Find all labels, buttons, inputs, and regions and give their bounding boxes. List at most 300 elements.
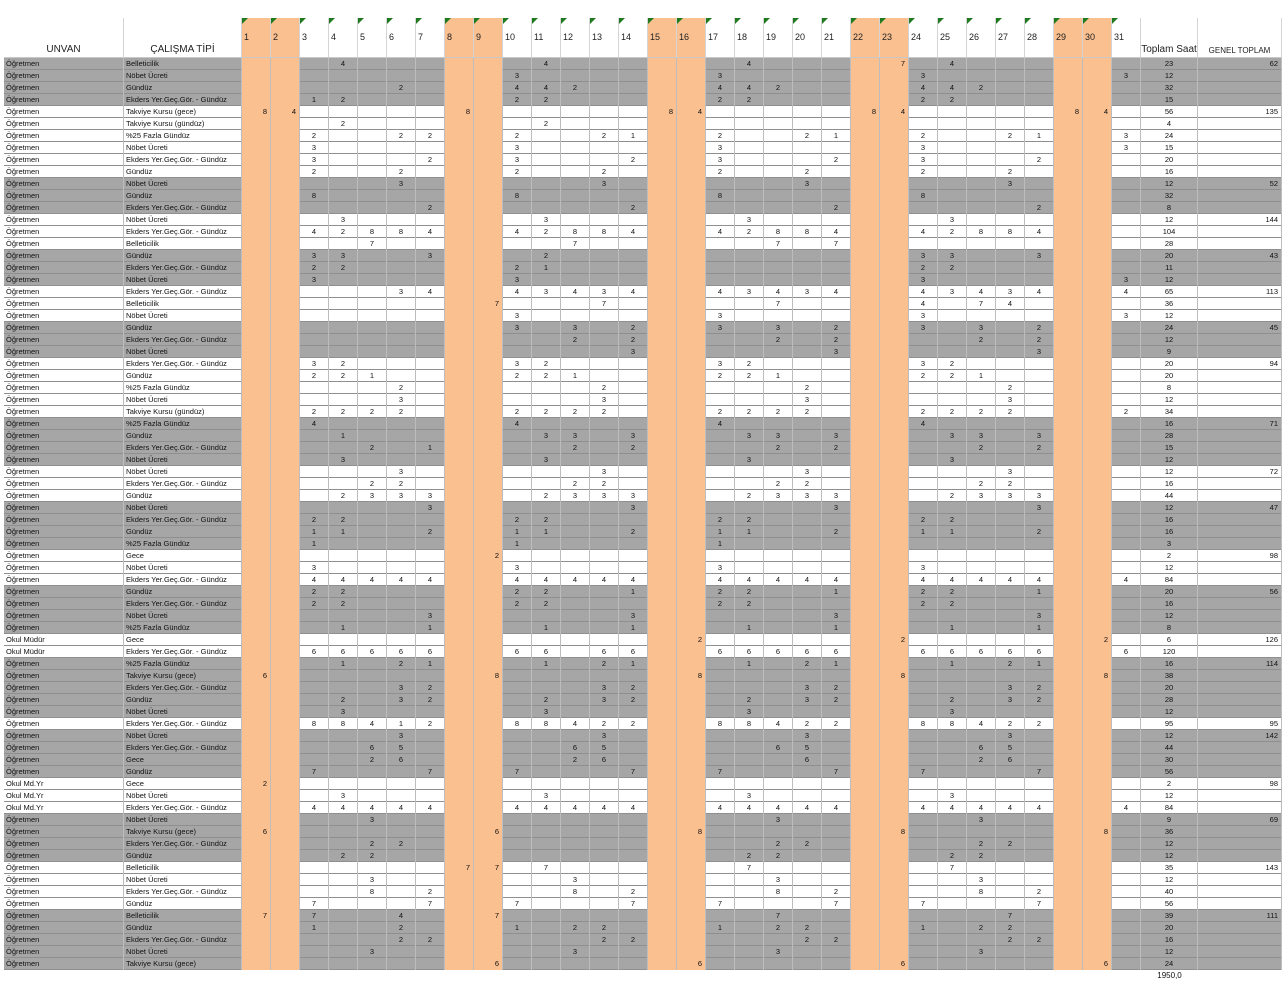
cell-day-7[interactable] — [416, 262, 445, 274]
cell-day-26[interactable] — [967, 526, 996, 538]
cell-day-18[interactable] — [735, 70, 764, 82]
cell-day-6[interactable] — [387, 622, 416, 634]
cell-day-29[interactable] — [1054, 826, 1083, 838]
cell-day-18[interactable]: 3 — [735, 430, 764, 442]
cell-day-30[interactable] — [1083, 310, 1112, 322]
cell-day-25[interactable]: 4 — [938, 574, 967, 586]
cell-unvan[interactable]: Öğretmen — [4, 610, 124, 622]
cell-day-20[interactable] — [793, 598, 822, 610]
cell-day-15[interactable] — [648, 706, 677, 718]
cell-day-15[interactable] — [648, 322, 677, 334]
cell-toplam-saat[interactable]: 12 — [1141, 334, 1198, 346]
cell-day-4[interactable] — [329, 130, 358, 142]
cell-day-17[interactable] — [706, 886, 735, 898]
cell-day-7[interactable] — [416, 310, 445, 322]
cell-day-22[interactable] — [851, 790, 880, 802]
cell-day-23[interactable]: 7 — [880, 58, 909, 70]
cell-day-18[interactable] — [735, 322, 764, 334]
cell-day-26[interactable] — [967, 466, 996, 478]
cell-day-11[interactable] — [532, 550, 561, 562]
header-calisma-tipi[interactable] — [124, 18, 242, 58]
cell-toplam-saat[interactable]: 4 — [1141, 118, 1198, 130]
cell-day-10[interactable]: 2 — [503, 262, 532, 274]
cell-day-26[interactable] — [967, 106, 996, 118]
cell-day-22[interactable] — [851, 394, 880, 406]
cell-day-11[interactable] — [532, 442, 561, 454]
cell-day-18[interactable] — [735, 682, 764, 694]
cell-day-12[interactable] — [561, 562, 590, 574]
cell-day-26[interactable] — [967, 862, 996, 874]
cell-day-10[interactable] — [503, 670, 532, 682]
cell-day-4[interactable] — [329, 562, 358, 574]
cell-unvan[interactable]: Öğretmen — [4, 166, 124, 178]
cell-day-3[interactable]: 6 — [300, 646, 329, 658]
cell-day-2[interactable] — [271, 478, 300, 490]
cell-toplam-saat[interactable]: 36 — [1141, 826, 1198, 838]
cell-day-4[interactable] — [329, 814, 358, 826]
cell-day-24[interactable] — [909, 874, 938, 886]
cell-day-15[interactable] — [648, 646, 677, 658]
cell-day-12[interactable] — [561, 358, 590, 370]
cell-day-29[interactable] — [1054, 502, 1083, 514]
cell-day-24[interactable]: 1 — [909, 526, 938, 538]
cell-unvan[interactable]: Öğretmen — [4, 382, 124, 394]
cell-day-14[interactable] — [619, 850, 648, 862]
cell-day-30[interactable] — [1083, 802, 1112, 814]
cell-day-15[interactable] — [648, 790, 677, 802]
cell-day-11[interactable] — [532, 478, 561, 490]
cell-day-23[interactable] — [880, 430, 909, 442]
cell-day-27[interactable] — [996, 334, 1025, 346]
cell-day-12[interactable] — [561, 418, 590, 430]
cell-day-18[interactable] — [735, 550, 764, 562]
cell-calisma-tipi[interactable]: Gece — [124, 550, 242, 562]
cell-day-19[interactable] — [764, 346, 793, 358]
cell-day-21[interactable]: 7 — [822, 238, 851, 250]
cell-day-3[interactable]: 2 — [300, 598, 329, 610]
cell-day-20[interactable]: 3 — [793, 490, 822, 502]
cell-toplam-saat[interactable]: 24 — [1141, 322, 1198, 334]
cell-day-31[interactable]: 3 — [1112, 274, 1141, 286]
cell-day-16[interactable] — [677, 190, 706, 202]
cell-day-31[interactable] — [1112, 178, 1141, 190]
cell-day-19[interactable]: 2 — [764, 838, 793, 850]
cell-day-5[interactable]: 8 — [358, 226, 387, 238]
cell-day-15[interactable] — [648, 766, 677, 778]
cell-day-1[interactable] — [242, 58, 271, 70]
cell-day-27[interactable]: 3 — [996, 286, 1025, 298]
cell-day-30[interactable] — [1083, 694, 1112, 706]
cell-day-29[interactable] — [1054, 922, 1083, 934]
cell-day-23[interactable] — [880, 814, 909, 826]
cell-day-22[interactable] — [851, 478, 880, 490]
cell-day-19[interactable] — [764, 310, 793, 322]
cell-day-6[interactable]: 3 — [387, 694, 416, 706]
cell-day-17[interactable]: 6 — [706, 646, 735, 658]
cell-day-12[interactable] — [561, 274, 590, 286]
cell-day-19[interactable] — [764, 778, 793, 790]
cell-unvan[interactable]: Öğretmen — [4, 862, 124, 874]
cell-day-5[interactable] — [358, 634, 387, 646]
cell-day-30[interactable] — [1083, 838, 1112, 850]
cell-day-13[interactable] — [590, 454, 619, 466]
cell-day-10[interactable] — [503, 886, 532, 898]
cell-day-22[interactable] — [851, 622, 880, 634]
cell-day-1[interactable] — [242, 790, 271, 802]
cell-toplam-saat[interactable]: 84 — [1141, 574, 1198, 586]
cell-day-17[interactable] — [706, 778, 735, 790]
cell-calisma-tipi[interactable]: Gündüz — [124, 922, 242, 934]
cell-day-4[interactable] — [329, 934, 358, 946]
cell-day-13[interactable] — [590, 442, 619, 454]
cell-day-21[interactable]: 2 — [822, 442, 851, 454]
cell-day-12[interactable] — [561, 622, 590, 634]
cell-day-19[interactable] — [764, 142, 793, 154]
cell-day-26[interactable]: 2 — [967, 478, 996, 490]
cell-toplam-saat[interactable]: 36 — [1141, 298, 1198, 310]
cell-day-15[interactable] — [648, 58, 677, 70]
cell-day-21[interactable] — [822, 106, 851, 118]
cell-unvan[interactable]: Öğretmen — [4, 958, 124, 970]
cell-day-2[interactable] — [271, 430, 300, 442]
cell-day-6[interactable] — [387, 262, 416, 274]
cell-genel-toplam[interactable] — [1198, 646, 1282, 658]
cell-day-18[interactable] — [735, 166, 764, 178]
cell-day-19[interactable] — [764, 694, 793, 706]
cell-day-29[interactable] — [1054, 118, 1083, 130]
cell-day-8[interactable]: 7 — [445, 862, 474, 874]
cell-day-24[interactable]: 4 — [909, 82, 938, 94]
cell-day-29[interactable] — [1054, 526, 1083, 538]
cell-calisma-tipi[interactable]: Gündüz — [124, 526, 242, 538]
cell-day-12[interactable] — [561, 778, 590, 790]
cell-day-16[interactable] — [677, 274, 706, 286]
cell-day-10[interactable] — [503, 742, 532, 754]
cell-day-10[interactable]: 4 — [503, 226, 532, 238]
cell-day-14[interactable]: 2 — [619, 526, 648, 538]
cell-day-1[interactable] — [242, 466, 271, 478]
cell-calisma-tipi[interactable]: Gece — [124, 778, 242, 790]
cell-day-24[interactable] — [909, 550, 938, 562]
cell-toplam-saat[interactable]: 20 — [1141, 682, 1198, 694]
cell-day-3[interactable]: 7 — [300, 910, 329, 922]
cell-day-19[interactable]: 6 — [764, 646, 793, 658]
cell-day-16[interactable] — [677, 754, 706, 766]
cell-day-28[interactable]: 1 — [1025, 586, 1054, 598]
cell-day-6[interactable] — [387, 214, 416, 226]
cell-day-9[interactable] — [474, 442, 503, 454]
cell-day-7[interactable] — [416, 70, 445, 82]
cell-day-9[interactable] — [474, 478, 503, 490]
cell-day-4[interactable] — [329, 190, 358, 202]
cell-day-1[interactable] — [242, 862, 271, 874]
cell-day-28[interactable] — [1025, 790, 1054, 802]
cell-genel-toplam[interactable]: 126 — [1198, 634, 1282, 646]
cell-day-30[interactable] — [1083, 478, 1112, 490]
cell-day-3[interactable]: 7 — [300, 898, 329, 910]
cell-day-7[interactable]: 4 — [416, 802, 445, 814]
cell-day-4[interactable]: 1 — [329, 658, 358, 670]
cell-day-14[interactable] — [619, 790, 648, 802]
cell-day-6[interactable]: 5 — [387, 742, 416, 754]
cell-day-23[interactable] — [880, 598, 909, 610]
cell-day-17[interactable] — [706, 826, 735, 838]
cell-day-16[interactable] — [677, 946, 706, 958]
cell-day-1[interactable] — [242, 730, 271, 742]
cell-day-18[interactable]: 3 — [735, 286, 764, 298]
cell-day-29[interactable] — [1054, 646, 1083, 658]
cell-day-1[interactable] — [242, 94, 271, 106]
cell-day-12[interactable]: 4 — [561, 574, 590, 586]
cell-day-5[interactable] — [358, 58, 387, 70]
cell-genel-toplam[interactable] — [1198, 406, 1282, 418]
cell-day-23[interactable] — [880, 754, 909, 766]
cell-day-13[interactable]: 2 — [590, 166, 619, 178]
cell-calisma-tipi[interactable]: Gündüz — [124, 430, 242, 442]
cell-day-12[interactable] — [561, 838, 590, 850]
cell-day-20[interactable] — [793, 346, 822, 358]
cell-day-3[interactable]: 3 — [300, 154, 329, 166]
cell-toplam-saat[interactable]: 11 — [1141, 262, 1198, 274]
cell-day-9[interactable] — [474, 514, 503, 526]
cell-day-28[interactable] — [1025, 862, 1054, 874]
cell-day-13[interactable] — [590, 586, 619, 598]
cell-day-14[interactable] — [619, 706, 648, 718]
cell-day-31[interactable] — [1112, 634, 1141, 646]
cell-day-24[interactable] — [909, 730, 938, 742]
cell-day-3[interactable] — [300, 214, 329, 226]
cell-day-11[interactable] — [532, 742, 561, 754]
cell-day-1[interactable]: 6 — [242, 670, 271, 682]
cell-day-4[interactable] — [329, 346, 358, 358]
cell-day-28[interactable] — [1025, 922, 1054, 934]
cell-day-11[interactable] — [532, 274, 561, 286]
cell-unvan[interactable]: Öğretmen — [4, 394, 124, 406]
cell-day-1[interactable] — [242, 142, 271, 154]
cell-day-13[interactable] — [590, 346, 619, 358]
cell-day-9[interactable] — [474, 718, 503, 730]
cell-day-21[interactable]: 3 — [822, 610, 851, 622]
cell-day-6[interactable] — [387, 310, 416, 322]
cell-day-25[interactable]: 6 — [938, 646, 967, 658]
cell-day-6[interactable]: 3 — [387, 286, 416, 298]
cell-day-13[interactable]: 3 — [590, 466, 619, 478]
cell-day-13[interactable] — [590, 82, 619, 94]
cell-genel-toplam[interactable]: 72 — [1198, 466, 1282, 478]
cell-day-30[interactable] — [1083, 526, 1112, 538]
cell-day-16[interactable] — [677, 838, 706, 850]
cell-day-15[interactable] — [648, 598, 677, 610]
cell-day-15[interactable] — [648, 754, 677, 766]
cell-day-17[interactable] — [706, 346, 735, 358]
cell-day-28[interactable] — [1025, 142, 1054, 154]
cell-day-27[interactable]: 7 — [996, 910, 1025, 922]
cell-day-31[interactable] — [1112, 682, 1141, 694]
cell-day-5[interactable] — [358, 598, 387, 610]
cell-day-23[interactable] — [880, 514, 909, 526]
cell-day-7[interactable]: 4 — [416, 226, 445, 238]
cell-day-8[interactable] — [445, 874, 474, 886]
cell-day-24[interactable] — [909, 118, 938, 130]
cell-day-30[interactable] — [1083, 946, 1112, 958]
cell-day-23[interactable] — [880, 118, 909, 130]
cell-day-10[interactable] — [503, 334, 532, 346]
cell-day-20[interactable] — [793, 250, 822, 262]
cell-calisma-tipi[interactable]: Gündüz — [124, 250, 242, 262]
cell-day-21[interactable]: 4 — [822, 574, 851, 586]
cell-day-4[interactable]: 1 — [329, 430, 358, 442]
cell-day-28[interactable]: 2 — [1025, 694, 1054, 706]
cell-day-3[interactable]: 3 — [300, 142, 329, 154]
cell-day-8[interactable] — [445, 802, 474, 814]
cell-day-20[interactable] — [793, 766, 822, 778]
cell-day-4[interactable] — [329, 742, 358, 754]
cell-toplam-saat[interactable]: 32 — [1141, 82, 1198, 94]
cell-day-14[interactable]: 2 — [619, 886, 648, 898]
cell-day-19[interactable] — [764, 166, 793, 178]
cell-day-22[interactable] — [851, 238, 880, 250]
cell-day-20[interactable]: 4 — [793, 574, 822, 586]
cell-day-11[interactable] — [532, 130, 561, 142]
cell-unvan[interactable]: Öğretmen — [4, 922, 124, 934]
cell-day-24[interactable] — [909, 502, 938, 514]
cell-day-8[interactable] — [445, 778, 474, 790]
cell-day-25[interactable] — [938, 754, 967, 766]
cell-day-16[interactable] — [677, 142, 706, 154]
cell-day-22[interactable] — [851, 250, 880, 262]
cell-day-16[interactable] — [677, 706, 706, 718]
cell-day-29[interactable] — [1054, 358, 1083, 370]
cell-day-14[interactable]: 3 — [619, 430, 648, 442]
cell-day-5[interactable] — [358, 526, 387, 538]
cell-day-13[interactable] — [590, 946, 619, 958]
cell-day-9[interactable] — [474, 490, 503, 502]
cell-day-28[interactable] — [1025, 58, 1054, 70]
cell-toplam-saat[interactable]: 16 — [1141, 934, 1198, 946]
header-day-5[interactable] — [358, 18, 387, 58]
cell-day-31[interactable] — [1112, 778, 1141, 790]
header-day-22[interactable] — [851, 18, 880, 58]
cell-day-3[interactable]: 3 — [300, 250, 329, 262]
cell-toplam-saat[interactable]: 16 — [1141, 166, 1198, 178]
cell-day-8[interactable] — [445, 490, 474, 502]
cell-day-22[interactable] — [851, 322, 880, 334]
cell-day-21[interactable] — [822, 838, 851, 850]
cell-day-31[interactable] — [1112, 418, 1141, 430]
cell-day-22[interactable] — [851, 166, 880, 178]
cell-day-11[interactable]: 2 — [532, 370, 561, 382]
cell-genel-toplam[interactable] — [1198, 262, 1282, 274]
cell-day-29[interactable] — [1054, 178, 1083, 190]
cell-day-20[interactable] — [793, 874, 822, 886]
header-day-17[interactable] — [706, 18, 735, 58]
cell-calisma-tipi[interactable]: Gündüz — [124, 898, 242, 910]
cell-day-28[interactable] — [1025, 538, 1054, 550]
cell-day-19[interactable]: 4 — [764, 718, 793, 730]
cell-day-10[interactable] — [503, 658, 532, 670]
cell-day-9[interactable] — [474, 454, 503, 466]
cell-toplam-saat[interactable]: 39 — [1141, 910, 1198, 922]
cell-day-29[interactable] — [1054, 718, 1083, 730]
cell-day-13[interactable] — [590, 370, 619, 382]
cell-day-4[interactable] — [329, 730, 358, 742]
cell-calisma-tipi[interactable]: Ekders Yer.Geç.Gör. - Gündüz — [124, 574, 242, 586]
cell-day-12[interactable] — [561, 526, 590, 538]
cell-day-15[interactable] — [648, 466, 677, 478]
cell-day-17[interactable]: 3 — [706, 70, 735, 82]
cell-day-11[interactable]: 7 — [532, 862, 561, 874]
cell-day-5[interactable]: 2 — [358, 406, 387, 418]
cell-day-15[interactable] — [648, 286, 677, 298]
cell-day-27[interactable] — [996, 214, 1025, 226]
cell-day-24[interactable] — [909, 202, 938, 214]
cell-day-3[interactable] — [300, 478, 329, 490]
cell-day-29[interactable] — [1054, 310, 1083, 322]
cell-unvan[interactable]: Öğretmen — [4, 586, 124, 598]
cell-day-8[interactable] — [445, 586, 474, 598]
cell-day-26[interactable]: 2 — [967, 838, 996, 850]
cell-day-21[interactable] — [822, 394, 851, 406]
cell-day-16[interactable] — [677, 238, 706, 250]
cell-day-3[interactable] — [300, 298, 329, 310]
cell-calisma-tipi[interactable]: %25 Fazla Gündüz — [124, 622, 242, 634]
cell-day-6[interactable]: 6 — [387, 754, 416, 766]
cell-day-30[interactable] — [1083, 814, 1112, 826]
cell-day-29[interactable] — [1054, 634, 1083, 646]
cell-day-26[interactable] — [967, 826, 996, 838]
cell-day-11[interactable]: 1 — [532, 262, 561, 274]
cell-day-20[interactable]: 3 — [793, 694, 822, 706]
cell-day-11[interactable] — [532, 610, 561, 622]
cell-day-3[interactable] — [300, 382, 329, 394]
cell-day-6[interactable]: 2 — [387, 922, 416, 934]
cell-day-30[interactable] — [1083, 466, 1112, 478]
cell-day-26[interactable] — [967, 790, 996, 802]
cell-day-25[interactable]: 4 — [938, 82, 967, 94]
cell-day-18[interactable] — [735, 238, 764, 250]
cell-day-9[interactable] — [474, 574, 503, 586]
cell-day-6[interactable] — [387, 766, 416, 778]
cell-day-26[interactable] — [967, 550, 996, 562]
cell-toplam-saat[interactable]: 30 — [1141, 754, 1198, 766]
cell-day-5[interactable] — [358, 130, 387, 142]
cell-day-24[interactable]: 3 — [909, 322, 938, 334]
cell-day-15[interactable] — [648, 478, 677, 490]
cell-day-8[interactable] — [445, 418, 474, 430]
cell-day-14[interactable] — [619, 598, 648, 610]
cell-genel-toplam[interactable] — [1198, 346, 1282, 358]
cell-day-17[interactable]: 3 — [706, 358, 735, 370]
cell-day-15[interactable] — [648, 574, 677, 586]
cell-genel-toplam[interactable] — [1198, 706, 1282, 718]
cell-day-3[interactable] — [300, 826, 329, 838]
cell-toplam-saat[interactable]: 20 — [1141, 250, 1198, 262]
cell-day-19[interactable] — [764, 730, 793, 742]
cell-day-9[interactable] — [474, 706, 503, 718]
cell-day-12[interactable]: 8 — [561, 886, 590, 898]
cell-day-31[interactable] — [1112, 946, 1141, 958]
cell-day-24[interactable]: 3 — [909, 274, 938, 286]
cell-day-29[interactable] — [1054, 490, 1083, 502]
cell-day-2[interactable] — [271, 898, 300, 910]
cell-day-9[interactable] — [474, 754, 503, 766]
cell-day-6[interactable]: 2 — [387, 838, 416, 850]
cell-day-27[interactable] — [996, 262, 1025, 274]
cell-day-31[interactable] — [1112, 118, 1141, 130]
cell-day-4[interactable]: 2 — [329, 598, 358, 610]
cell-day-3[interactable] — [300, 238, 329, 250]
cell-day-7[interactable]: 6 — [416, 646, 445, 658]
